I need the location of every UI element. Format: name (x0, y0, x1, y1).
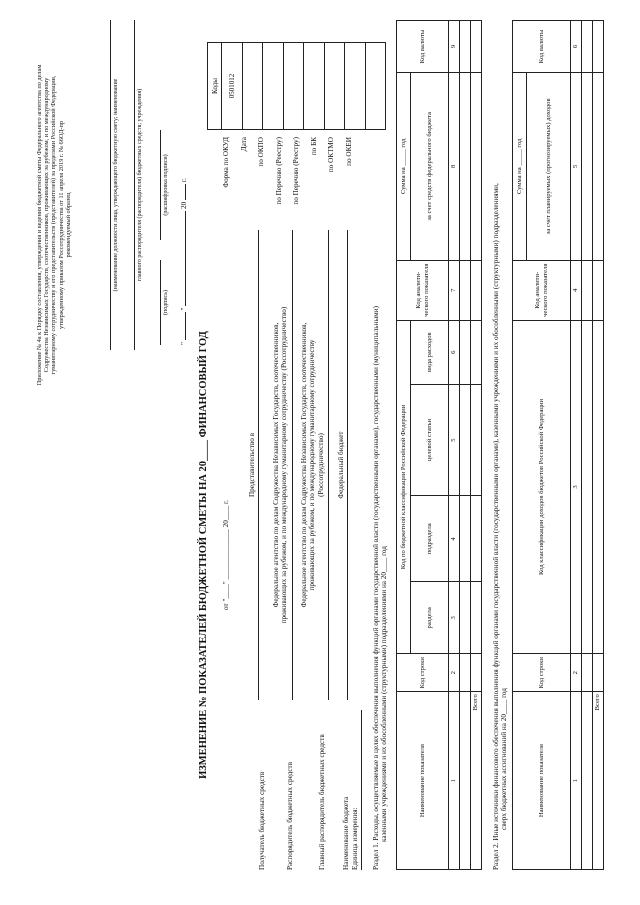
budget-label: Наименование бюджета (342, 796, 350, 870)
code-value-oktmo[interactable] (345, 43, 366, 130)
approval-date-year-suffix: г. (180, 178, 188, 183)
s1-col-expense-type: вида расходов (411, 320, 449, 384)
recipient-value: Представительство в (248, 432, 256, 498)
codes-header: Коды (208, 43, 222, 130)
section2-table (512, 20, 604, 870)
code-label-okpo: по ОКПО (257, 137, 265, 167)
s1-num: 6 (449, 320, 460, 384)
approval-date-quote-close: " (180, 307, 188, 311)
section2-caption (492, 10, 509, 870)
unit-label: Единица измерения: (351, 807, 359, 870)
s2-num: 1 (571, 692, 582, 870)
code-value-date[interactable] (242, 43, 263, 130)
main-manager-value-line: (Россотрудничество) (316, 433, 325, 497)
table-row (460, 21, 471, 870)
approval-note-line: Содружества Независимых Государств, соотечественников, проживающих за рубежом, и по международному (43, 77, 51, 373)
code-label-oktmo: по ОКТМО (327, 137, 335, 173)
approval-note-line: рекомендуемый образец (64, 192, 72, 258)
section1-caption-line: Раздел 1. Расходы, осуществляемые в целях обеспечения выполнения функций органами государственной власти (государственными органами), государственными (муниципальными) (372, 306, 380, 870)
s1-col-federal: за счет средств федерального бюджета (411, 73, 449, 261)
main-manager-value (300, 230, 325, 700)
signature-line (160, 260, 161, 345)
s2-total-label: Всего (593, 692, 604, 870)
s2-num: 2 (571, 654, 582, 692)
code-value-registry-1[interactable] (283, 43, 304, 130)
decipher-caption: (расшифровка подписи) (163, 154, 169, 216)
s1-num: 5 (449, 384, 460, 496)
code-label-okud: Форма по ОКУД (222, 137, 230, 188)
s1-col-analytic: Код аналити-ческого показателя (397, 260, 449, 320)
main-manager-value-line: Федеральное агентство по делам Содружества Независимых Государств, соотечественников, (300, 322, 308, 608)
recipient-line (258, 230, 259, 700)
approval-note-line: гуманитарному сотрудничеству и его представительств (представителей) за пределами Российской Федерации, (50, 75, 58, 375)
signature-caption: (подпись) (163, 290, 169, 315)
s2-num: 3 (571, 320, 582, 654)
code-label-date: Дата (239, 137, 248, 152)
budget-line (347, 230, 348, 700)
s2-col-currency: Код валюты (513, 21, 571, 73)
s1-num: 2 (449, 654, 460, 692)
manager-label: Распорядитель бюджетных средств (286, 761, 294, 870)
total-row (471, 21, 482, 870)
approval-date (180, 85, 188, 345)
decipher-line (160, 130, 161, 240)
codes-labels (218, 137, 358, 215)
approver-position-line (110, 20, 111, 350)
s1-num: 9 (449, 21, 460, 73)
total-row (593, 21, 604, 870)
s1-col-section: раздела (411, 582, 449, 654)
recipient-label: Получатель бюджетных средств (258, 771, 266, 870)
s2-col-sum-group: Сумма на _____ год (513, 72, 527, 260)
s1-num: 8 (449, 73, 460, 261)
code-label-bk: по БК (309, 137, 318, 156)
s1-col-sum-group: Сумма на _____ год (397, 73, 411, 261)
approval-note (36, 15, 72, 435)
s1-total-label: Всего (471, 692, 482, 870)
approval-date-quote-open: " (180, 342, 188, 345)
manager-value-line: Федеральное агентство по делам Содружества Независимых Государств, соотечественников, (272, 322, 280, 608)
code-label-registry-2: по Перечню (Реестру) (292, 137, 300, 205)
s1-col-target: целевой статьи (411, 384, 449, 496)
s1-col-subsection: подраздела (411, 496, 449, 582)
section1-caption-line: казенными учреждениями и их обособленными (структурными) подразделениями на 20____ год (380, 546, 389, 842)
code-value-bk[interactable] (324, 43, 345, 130)
main-manager-line (328, 230, 329, 700)
section2-caption-line: Раздел 2. Иные источники финансового обеспечения выполнения функций органами государственной власти (государственными органами), казенными учреждениями и их обособленными (структурными) подразделениями, (492, 183, 500, 870)
section1-table (396, 20, 482, 870)
approver-position-caption: (наименование должности лица, утверждающего бюджетную смету; наименование (113, 78, 119, 292)
s1-num: 1 (449, 692, 460, 870)
s2-num: 4 (571, 260, 582, 320)
table-row (582, 21, 593, 870)
s1-col-name: Наименование показателя (397, 692, 449, 870)
unit-line (361, 710, 362, 870)
approval-note-line: Приложение № 4а к Порядку составления, утверждения и ведения бюджетной сметы Федерального агентства по делам (36, 64, 43, 386)
code-value-okpo[interactable] (263, 43, 284, 130)
s2-col-planned: за счет планируемых (прогнозируемых) доходов (527, 72, 571, 260)
s2-num: 5 (571, 72, 582, 260)
section2-caption-line: сверх бюджетных ассигнований на 20____ год (500, 688, 509, 830)
s2-num: 6 (571, 21, 582, 73)
main-manager-value-line: проживающих за рубежом, и по международному гуманитарному сотрудничеству (308, 339, 317, 591)
s1-num: 3 (449, 582, 460, 654)
s1-col-bk-group: Код по бюджетной классификации Российской Федерации (397, 320, 411, 654)
main-manager-label: Главный распорядитель бюджетных средств (318, 734, 326, 870)
s1-col-line-code: Код строки (397, 654, 449, 692)
approver-org-line (134, 20, 135, 350)
code-value-registry-2[interactable] (304, 43, 325, 130)
approval-note-line: утвержденному приказом Россотрудничества от 11 апреля 2019 г. № 66ОД-пр (57, 121, 65, 329)
manager-value-line: проживающих за рубежом, и по международному гуманитарному сотрудничеству (Россотрудничество) (280, 306, 289, 624)
s1-col-currency: Код валюты (397, 21, 449, 73)
approver-org-caption: главного распорядителя (распорядителя) бюджетных средств; учреждения) (137, 88, 143, 282)
s2-col-income-code: Код классификации доходов бюджетов Российской Федерации (513, 320, 571, 654)
approval-date-year: 20 (180, 201, 188, 209)
form-date: от "____" ______________ 20____ г. (222, 500, 230, 610)
codes-table (207, 42, 386, 130)
s1-num: 4 (449, 496, 460, 582)
s2-col-analytic: Код аналити-ческого показателя (513, 260, 571, 320)
code-label-registry-1: по Перечню (Реестру) (274, 137, 283, 205)
code-label-okei: по ОКЕИ (344, 137, 353, 166)
manager-line (292, 230, 293, 700)
s1-num: 7 (449, 260, 460, 320)
code-value-okud: 0501012 (222, 43, 243, 130)
budget-value: Федеральный бюджет (337, 431, 345, 499)
page-title: ИЗМЕНЕНИЕ № ПОКАЗАТЕЛЕЙ БЮДЖЕТНОЙ СМЕТЫ НА 20____ ФИНАНСОВЫЙ ГОД (198, 331, 209, 779)
s2-col-line-code: Код строки (513, 654, 571, 692)
s2-col-name: Наименование показателя (513, 692, 571, 870)
section1-caption (372, 30, 389, 870)
manager-value (272, 230, 289, 700)
